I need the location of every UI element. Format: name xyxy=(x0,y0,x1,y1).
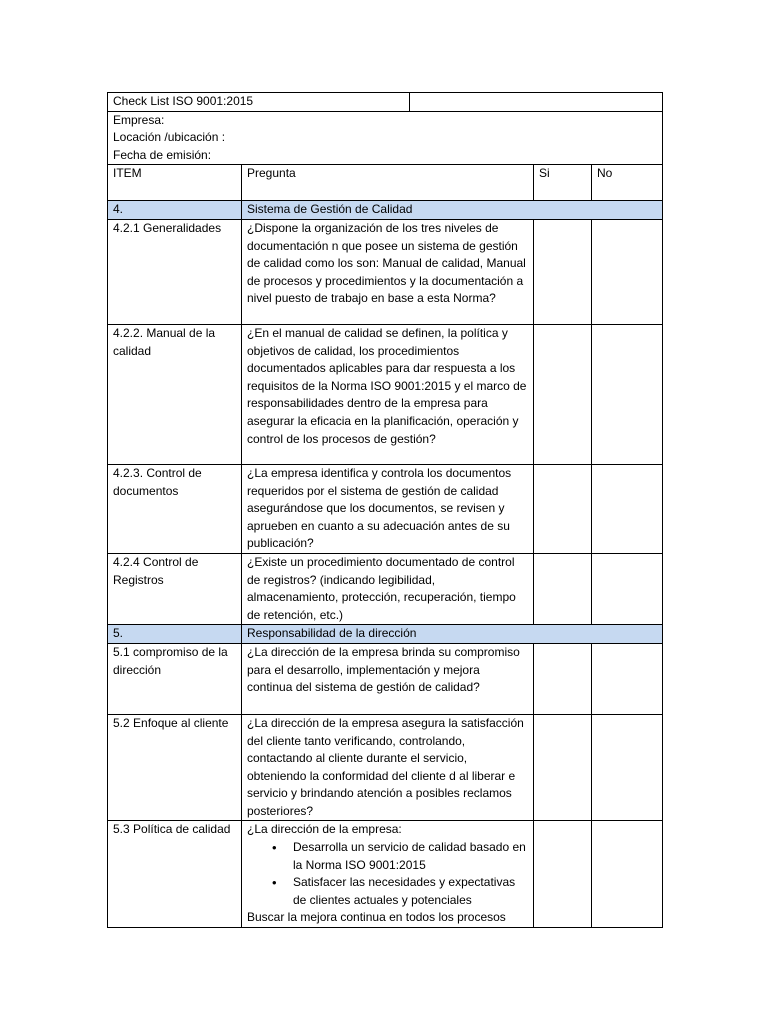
question-row xyxy=(108,643,663,714)
bullet-item: • Desarrolla un servicio de calidad basado en la Norma ISO 9001:2015 xyxy=(293,839,528,874)
section-title: Sistema de Gestión de Calidad xyxy=(242,201,663,220)
si-checkbox-cell[interactable] xyxy=(534,553,592,624)
no-checkbox-cell[interactable] xyxy=(592,643,663,714)
section-header-row xyxy=(108,625,663,644)
question-row xyxy=(108,324,663,464)
column-header-no: No xyxy=(592,165,663,201)
question-text: ¿Dispone la organización de los tres niveles de documentación n que posee un sistema de gestión de calidad como los son: Manual de calidad, Manual de procesos y procedimientos y la documentación a nivel puesto de trabajo en base a esta Norma? xyxy=(242,219,534,324)
question-text: ¿La empresa identifica y controla los documentos requeridos por el sistema de gestión de calidad asegurándose que los documentos, se revisen y aprueben en cuanto a su adecuación antes de su publicación? xyxy=(242,464,534,553)
question-row xyxy=(108,821,663,928)
question-text: ¿En el manual de calidad se definen, la política y objetivos de calidad, los procedimientos documentados aplicables para dar respuesta a los requisitos de la Norma ISO 9001:2015 y el marco de responsabilidades dentro de la empresa para asegurar la eficacia en la planificación, operación y control de los procesos de gestión? xyxy=(242,324,534,464)
company-info-cell xyxy=(108,111,663,165)
question-row xyxy=(108,553,663,624)
section-number: 5. xyxy=(108,625,242,644)
locacion-label: Locación /ubicación : xyxy=(113,130,226,145)
title-blank-cell xyxy=(410,93,662,111)
no-checkbox-cell[interactable] xyxy=(592,219,663,324)
checklist-title: Check List ISO 9001:2015 xyxy=(108,93,410,111)
question-text xyxy=(242,821,534,928)
bullet-list xyxy=(247,839,528,909)
question-intro: ¿La dirección de la empresa: xyxy=(247,822,402,837)
question-row xyxy=(108,219,663,324)
company-info-row xyxy=(108,111,663,165)
si-checkbox-cell[interactable] xyxy=(534,464,592,553)
item-label: 5.2 Enfoque al cliente xyxy=(108,714,242,821)
si-checkbox-cell[interactable] xyxy=(534,821,592,928)
checklist-table xyxy=(107,92,663,928)
empresa-label: Empresa: xyxy=(113,112,165,127)
item-label: 4.2.3. Control de documentos xyxy=(108,464,242,553)
column-header-si: Si xyxy=(534,165,592,201)
question-text: ¿La dirección de la empresa asegura la satisfacción del cliente tanto verificando, controlando, contactando al cliente durante el servicio, obteniendo la conformidad del cliente d al liberar e servicio y brindando atención a posibles reclamos posteriores? xyxy=(242,714,534,821)
item-label: 5.3 Política de calidad xyxy=(108,821,242,928)
item-label: 4.2.4 Control de Registros xyxy=(108,553,242,624)
si-checkbox-cell[interactable] xyxy=(534,714,592,821)
item-label: 4.2.2. Manual de la calidad xyxy=(108,324,242,464)
column-header-item: ITEM xyxy=(108,165,242,201)
no-checkbox-cell[interactable] xyxy=(592,553,663,624)
question-outro: Buscar la mejora continua en todos los procesos xyxy=(247,910,506,925)
question-row xyxy=(108,714,663,821)
no-checkbox-cell[interactable] xyxy=(592,821,663,928)
bullet-item: • Satisfacer las necesidades y expectativas de clientes actuales y potenciales xyxy=(293,874,528,909)
question-text: ¿Existe un procedimiento documentado de control de registros? (indicando legibilidad, almacenamiento, protección, recuperación, tiempo de retención, etc.) xyxy=(242,553,534,624)
no-checkbox-cell[interactable] xyxy=(592,324,663,464)
si-checkbox-cell[interactable] xyxy=(534,219,592,324)
column-header-row xyxy=(108,165,663,201)
column-header-pregunta: Pregunta xyxy=(242,165,534,201)
si-checkbox-cell[interactable] xyxy=(534,324,592,464)
item-label: 4.2.1 Generalidades xyxy=(108,219,242,324)
section-title: Responsabilidad de la dirección xyxy=(242,625,663,644)
section-header-row xyxy=(108,201,663,220)
si-checkbox-cell[interactable] xyxy=(534,643,592,714)
question-text: ¿La dirección de la empresa brinda su compromiso para el desarrollo, implementación y mejora continua del sistema de gestión de calidad? xyxy=(242,643,534,714)
title-cell xyxy=(108,93,663,112)
fecha-emision-label: Fecha de emisión: xyxy=(113,147,212,162)
no-checkbox-cell[interactable] xyxy=(592,464,663,553)
no-checkbox-cell[interactable] xyxy=(592,714,663,821)
question-row xyxy=(108,464,663,553)
section-number: 4. xyxy=(108,201,242,220)
title-row xyxy=(108,93,663,112)
item-label: 5.1 compromiso de la dirección xyxy=(108,643,242,714)
